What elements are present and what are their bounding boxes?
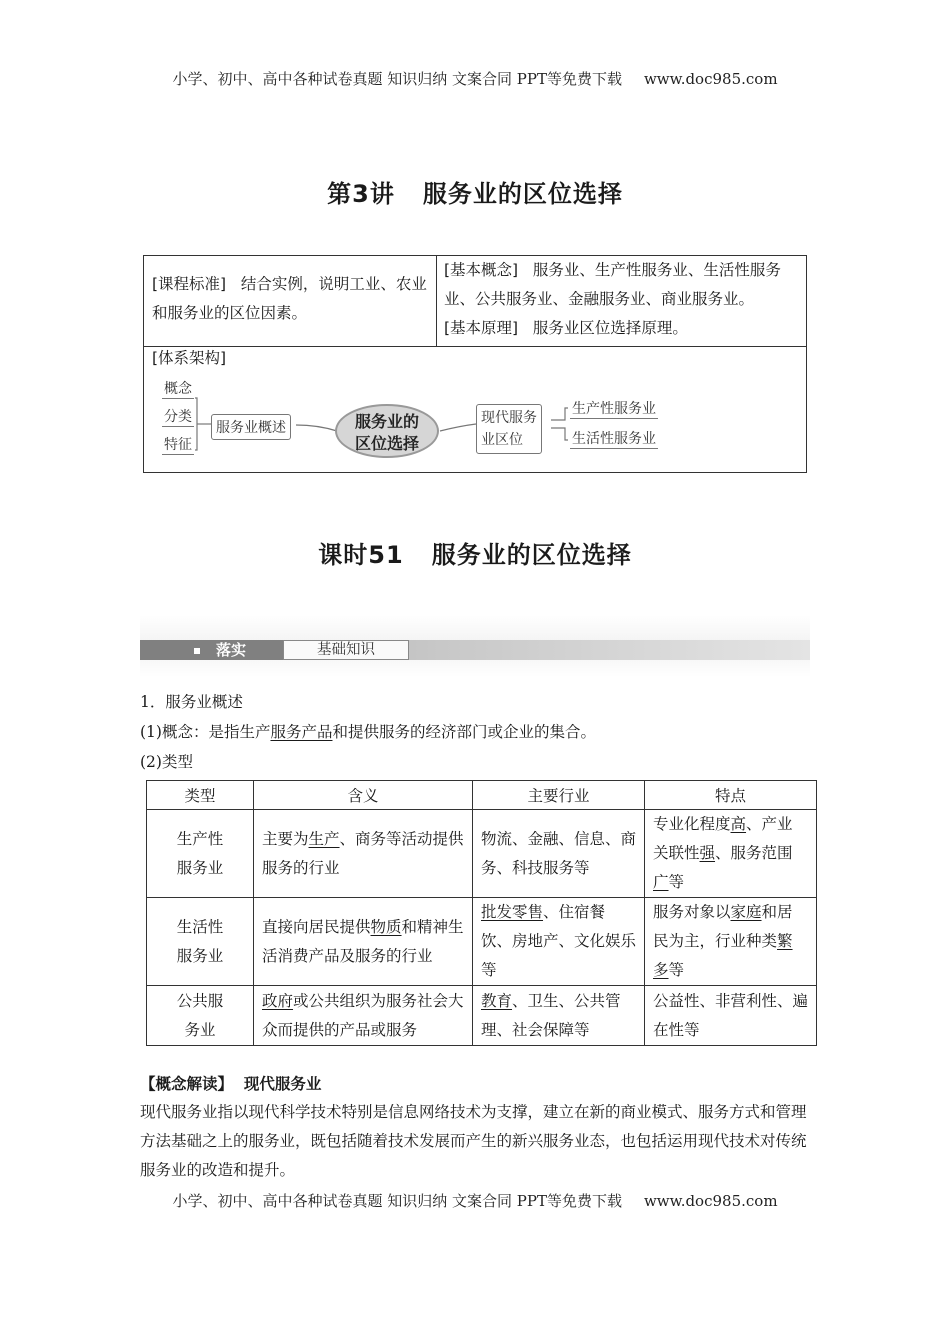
answer: 家庭 [730, 903, 762, 921]
answer: 繁多 [653, 932, 793, 979]
principle-label: [基本原理] [444, 319, 519, 337]
type-line: 务业 [184, 1020, 216, 1039]
industries-cell [473, 986, 645, 1046]
mindmap-producer-services: 生产性服务业 [570, 398, 658, 419]
mindmap-item-features: 特征 [162, 434, 194, 455]
features-cell [645, 898, 817, 986]
principle-text: 服务业区位选择原理。 [532, 319, 688, 337]
overview-heading: 1．服务业概述 [140, 693, 243, 711]
concept-label: [基本概念] [444, 261, 519, 279]
table-row [147, 898, 817, 986]
curriculum-text: 结合实例，说明工业、农业和服务业的区位因素。 [152, 275, 427, 322]
text: 、卫生、公共管理、社会保障等 [481, 991, 621, 1039]
text: 、住宿餐饮、房地产、文化娱乐等 [481, 903, 637, 979]
square-bullet-icon [194, 648, 200, 654]
text: 、商务等活动提供服务的行业 [262, 829, 464, 877]
text: 、产业关联性 [653, 815, 793, 862]
table-header-row [147, 781, 817, 810]
answer: 高 [730, 815, 747, 833]
type-line: 服务业 [176, 946, 224, 965]
mindmap-overview-node: 服务业概述 [211, 414, 291, 440]
industries-cell [473, 898, 645, 986]
concept-explain-title: 现代服务业 [243, 1075, 322, 1093]
header-features: 特点 [645, 781, 817, 810]
footer-url[interactable]: www.doc985.com [643, 1192, 778, 1210]
architecture-label: [体系架构] [152, 349, 227, 367]
concept-suffix: 和提供服务的经济部门或企业的集合。 [332, 723, 596, 741]
header-industries: 主要行业 [473, 781, 645, 810]
text: 或公共组织为服务社会大众而提供的产品或服务 [262, 991, 464, 1039]
header-url[interactable]: www.doc985.com [643, 70, 778, 88]
mindmap-modern-line1: 现代服务 [481, 410, 537, 426]
meaning-cell [254, 986, 473, 1046]
table-row [147, 810, 817, 898]
concept-explain-label: 【概念解读】 [140, 1075, 234, 1093]
concept-answer: 服务产品 [270, 723, 333, 741]
text: 等 [668, 873, 685, 891]
mindmap-modern-line2: 业区位 [481, 432, 523, 448]
features-cell: 公益性、非营利性、遍在性等 [645, 986, 817, 1046]
industries-cell: 物流、金融、信息、商务、科技服务等 [473, 810, 645, 898]
table-row [147, 986, 817, 1046]
lecture-number: 第3讲 [327, 180, 395, 208]
lesson-name: 服务业的区位选择 [431, 541, 632, 569]
answer: 广 [653, 873, 669, 891]
text: 和精神生活消费产品及服务的行业 [262, 917, 464, 965]
type-line: 公共服 [176, 991, 224, 1010]
text: 、服务范围 [715, 844, 793, 862]
text: 和居民为主，行业种类 [653, 903, 793, 950]
header-type: 类型 [147, 781, 254, 810]
text: 等 [668, 961, 685, 979]
header-text: 小学、初中、高中各种试卷真题 知识归纳 文案合同 PPT等免费下载 [172, 70, 622, 88]
features-cell [645, 810, 817, 898]
concept-paragraph [140, 720, 596, 742]
answer: 政府 [262, 991, 294, 1010]
mindmap-item-classification: 分类 [162, 406, 194, 427]
curriculum-label: [课程标准] [152, 275, 227, 293]
concept-explain-heading [140, 1072, 321, 1094]
type-line: 服务业 [176, 858, 224, 877]
header-meaning: 含义 [254, 781, 473, 810]
type-cell [147, 810, 254, 898]
mindmap-modern-node [476, 404, 542, 454]
text: 服务对象以 [653, 903, 731, 921]
type-cell [147, 986, 254, 1046]
footer-text: 小学、初中、高中各种试卷真题 知识归纳 文案合同 PPT等免费下载 [172, 1192, 622, 1210]
answer: 教育 [481, 991, 513, 1010]
lesson-title [0, 535, 950, 570]
answer: 生产 [308, 829, 340, 848]
answer: 强 [699, 844, 716, 862]
mindmap-consumer-services: 生活性服务业 [570, 428, 658, 449]
concept-explain-body: 现代服务业指以现代科学技术特别是信息网络技术为支撑，建立在新的商业模式、服务方式和管理方法基础之上的服务业，既包括随着技术发展而产生的新兴服务业态，也包括运用现代技术对传统服务业的改造和提升。 [140, 1103, 807, 1179]
text: 直接向居民提供 [262, 917, 371, 936]
answer: 批发零售 [481, 903, 544, 921]
type-cell [147, 898, 254, 986]
text: 主要为 [262, 829, 309, 848]
answer: 物质 [370, 917, 402, 936]
text: 专业化程度 [653, 815, 731, 833]
concept-text: 服务业、生产性服务业、生活性服务业、公共服务业、金融服务业、商业服务业。 [444, 261, 781, 308]
mindmap-center-line2: 区位选择 [354, 434, 419, 453]
mindmap-item-concept: 概念 [162, 378, 194, 399]
page-footer [0, 1190, 950, 1211]
meaning-cell [254, 810, 473, 898]
concept-prefix: (1)概念：是指生产 [140, 723, 271, 741]
banner-tag: 落实 [216, 641, 247, 659]
meaning-cell [254, 898, 473, 986]
service-types-table [146, 780, 817, 1046]
mindmap-center-node [335, 404, 439, 458]
mindmap-center-line1: 服务业的 [354, 412, 419, 431]
type-line: 生活性 [176, 917, 224, 936]
types-heading: (2)类型 [140, 753, 193, 771]
lecture-name: 服务业的区位选择 [422, 180, 623, 208]
lesson-number: 课时51 [318, 541, 404, 569]
banner-title: 基础知识 [283, 640, 409, 660]
type-line: 生产性 [176, 829, 224, 848]
section-banner [140, 615, 810, 677]
